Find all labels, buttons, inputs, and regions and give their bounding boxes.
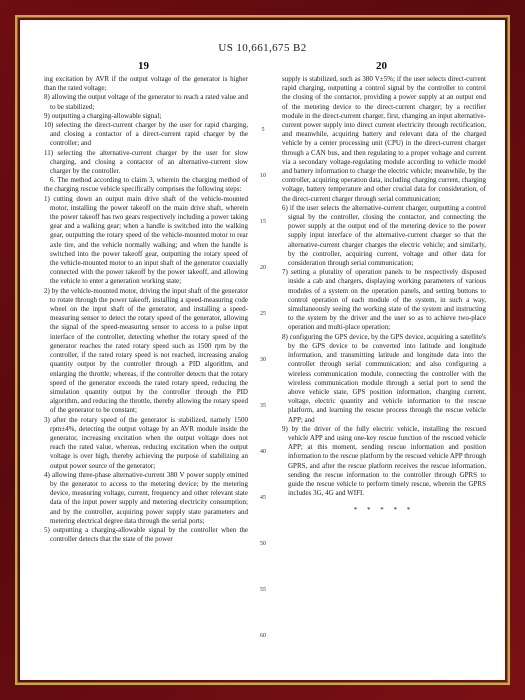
- document-page: [20, 20, 505, 680]
- claim-step: supply is stabilized, such as 380 V±5%; if the user selects direct-current rapid charging, outputting a control signal by the controller to control the closing of the contactor, providing a power supply at an output end of the metering device to the direct-current charger; by a rectifier module in the direct-current charger, first, changing an input alternative-current power supply into direct current electricity through rectification, and meanwhile, acquiring battery and relevant data of the charged vehicle by a center processing unit (CPU) in the direct-current charger through a CAN bus, and then regulating to a proper voltage and current via a secondary voltage-regulating module according to vehicle model and battery information to charge the electric vehicle; meanwhile, by the controller, acquiring operation data, including charging current, charging voltage, battery temperature and other crucial data for consideration, of the direct-current charger through serial communication;: [282, 75, 486, 203]
- line-number: 20: [260, 265, 266, 271]
- claim-step: 2) by the vehicle-mounted motor, driving the input shaft of the generator to rotate through the power takeoff, installing a speed-measuring code wheel on the input shaft of the generator, and installing a speed-measuring sensor to detect the rotary speed of the generator, allowing the signal of the speed-measuring sensor to access to a pulse input interface of the controller, detecting whether the rotary speed of the generator reaches the rated rotary speed such as 1500 rpm by the controller, if the rated rotary speed is not reached, increasing analog quantity output by the controller through a PID algorithm, and enlarging the throttle; whereas, if the controller detects that the rotary speed of the generator exceeds the rated rotary speed, reducing the simulation quantity output by the controller through the PID algorithm, and reducing the throttle, thereby allowing the rotary speed of the generator to be constant;: [44, 286, 248, 415]
- line-number: 50: [260, 541, 266, 547]
- claim-step: ing excitation by AVR if the output voltage of the generator is higher than the rated voltage;: [44, 75, 248, 93]
- claim-step: 9) by the driver of the fully electric vehicle, installing the rescued vehicle APP and using one-key rescue function of the rescued vehicle APP; at this moment, sending rescue information and position information to the rescue platform by the rescued vehicle APP through GPRS, and after the rescue platform receives the rescue information, sending the rescue information to the controller through GPRS to guide the rescue vehicle to perform timely rescue, wherein the GPRS includes 3G, 4G and WIFI.: [282, 424, 486, 498]
- line-number: 30: [260, 357, 266, 363]
- line-number: 25: [260, 311, 266, 317]
- claim-step: 8) allowing the output voltage of the generator to reach a rated value and to be stabilized;: [44, 93, 248, 111]
- claim-paragraph: 6. The method according to claim 3, wherein the charging method of the charging rescue vehicle specifically comprises the following steps:: [44, 176, 248, 194]
- end-of-document-mark: * * * * *: [353, 506, 415, 515]
- line-number: 45: [260, 495, 266, 501]
- claim-step: 5) outputting a charging-allowable signal by the controller when the controller detects that the state of the power: [44, 525, 248, 544]
- patent-number: US 10,661,675 B2: [218, 42, 307, 54]
- line-number: 60: [260, 633, 266, 639]
- claim-step: 8) configuring the GPS device, by the GPS device, acquiring a satellite's by the GPS device to be converted into latitude and longitude information, and transmitting latitude and longitude data into the controller through serial communication; and also configuring a wireless communication module, connecting the controller with the wireless communication module through a serial port to send the above vehicle state, GPS position information, charging current, voltage, electric quantity and vehicle information to the rescue platform, and learning the rescue process through the rescue vehicle APP; and: [282, 332, 486, 424]
- claim-step: 10) selecting the direct-current charger by the user for rapid charging, and closing a contactor of a direct-current rapid charger by the controller; and: [44, 121, 248, 148]
- claim-step: 9) outputting a charging-allowable signal;: [44, 111, 162, 120]
- claim-step: 4) allowing three-phase alternative-current 380 V power supply emitted by the generator to access to the metering device; by the metering device, measuring voltage, current, frequency and other relevant state data of the input power supply and metering electricity consumption; and by the controller, acquiring power supply state parameters and metering electrical degree data through the serial ports;: [44, 470, 248, 525]
- claim-step: 7) setting a plurality of operation panels to be respectively disposed inside a cab and chargers, displaying working parameters of various modules of a system on the operation panels, and setting buttons to control operation of each module of the system, in such a way, simultaneously seeing the working state of the system and instructing to the system by the driver and the user so as to achieve two-place operation and multi-place operation;: [282, 268, 486, 332]
- line-number: 35: [260, 403, 266, 409]
- line-number: 15: [260, 219, 266, 225]
- left-column-number: 19: [138, 60, 149, 72]
- line-number: 10: [260, 173, 266, 179]
- claim-step: 6) if the user selects the alternative-current charger, outputting a control signal by the controller, closing the contactor, and connecting the power supply at the output end of the metering device to the power supply input interface of the alternative-current charger so that the alternative-current charger charges the electric vehicle; and similarly, by the controller, acquiring current, voltage and other data for consideration through serial communication;: [282, 203, 486, 268]
- right-column-number: 20: [376, 60, 387, 72]
- line-number: 40: [260, 449, 266, 455]
- claim-step: 1) cutting down an output main drive shaft of the vehicle-mounted motor, installing the power takeoff on the main drive shaft, wherein the power takeoff has two gears respectively including a power taking gear and a walking gear; when a handle is switched into the walking gear, outputting the rotary speed of the vehicle-mounted motor to rear axle tire, and the vehicle normally walking; and when the handle is switched into the power takeoff gear, outputting the rotary speed of the vehicle-mounted motor to an input shaft of the generator coaxially connected with the power takeoff by the power takeoff, and allowing the vehicle to enter a generation working state;: [44, 194, 248, 286]
- left-column-text: [44, 75, 248, 544]
- right-column-text: [282, 75, 486, 516]
- line-number: 5: [261, 127, 265, 133]
- claim-step: 3) after the rotary speed of the generator is stabilized, namely 1500 rpm±4%, detecting the output voltage by an AVR module inside the generator, increasing excitation when the output voltage does not reach the rated value, whereas, reducing excitation when the output voltage is over high, thereby achieving the purpose of stabilizing an output power source of the generator;: [44, 415, 248, 470]
- line-number: 55: [260, 587, 266, 593]
- claim-step: 11) selecting the alternative-current charger by the user for slow charging, and closing a contactor of an alternative-current slow charger by the controller.: [44, 148, 248, 176]
